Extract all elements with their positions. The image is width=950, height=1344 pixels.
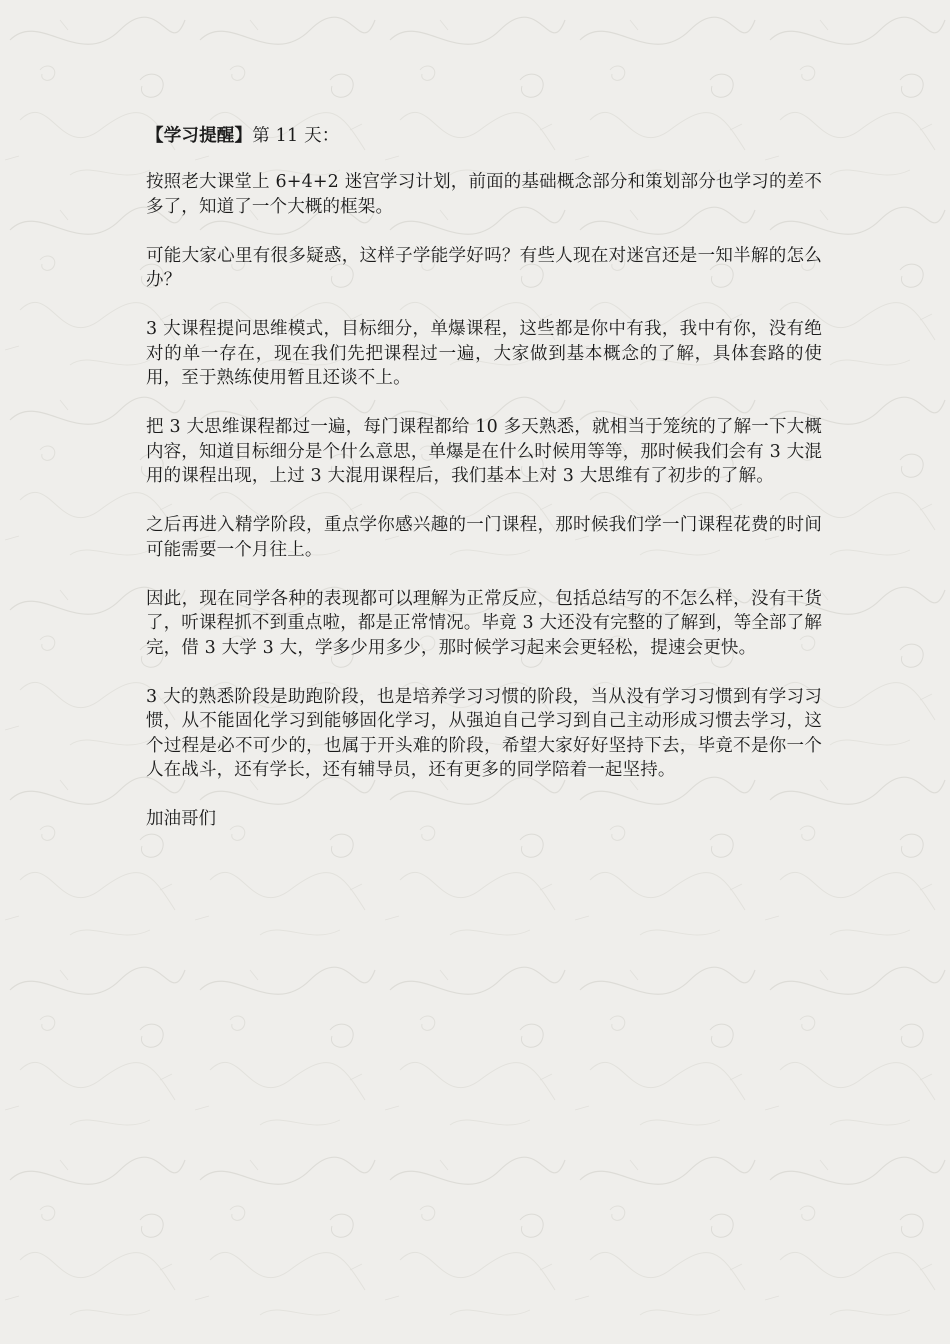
title-suffix: 第 11 天： <box>252 126 340 146</box>
paragraph-1: 按照老大课堂上 6+4+2 迷宫学习计划，前面的基础概念部分和策划部分也学习的差不多了，知道了一个大概的框架。 <box>146 172 822 217</box>
paragraph-5: 之后再进入精学阶段，重点学你感兴趣的一门课程，那时候我们学一门课程花费的时间可能需要一个月往上。 <box>146 515 822 560</box>
closing-line: 加油哥们 <box>146 809 216 829</box>
paragraph-6: 因此，现在同学各种的表现都可以理解为正常反应，包括总结写的不怎么样，没有干货了，听课程抓不到重点啦，都是正常情况。毕竟 3 大还没有完整的了解到，等全部了解完，借 3 大学 3 大，学多少用多少，那时候学习起来会更轻松，提速会更快。 <box>146 588 822 658</box>
paragraph-7: 3 大的熟悉阶段是助跑阶段，也是培养学习习惯的阶段，当从没有学习习惯到有学习习惯，从不能固化学习到能够固化学习，从强迫自己学习到自己主动形成习惯去学习，这个过程是必不可少的，也属于开头难的阶段，希望大家好好坚持下去，毕竟不是你一个人在战斗，还有学长，还有辅导员，还有更多的同学陪着一起坚持。 <box>146 686 822 780</box>
paragraph-3: 3 大课程提问思维模式，目标细分，单爆课程，这些都是你中有我，我中有你，没有绝对的单一存在，现在我们先把课程过一遍，大家做到基本概念的了解，具体套路的使用，至于熟练使用暂且还谈不上。 <box>146 319 822 388</box>
document-title <box>146 122 822 150</box>
paragraph-2: 可能大家心里有很多疑惑，这样子学能学好吗？有些人现在对迷宫还是一知半解的怎么办？ <box>146 245 822 290</box>
document-body <box>146 122 822 832</box>
paragraph-4: 把 3 大思维课程都过一遍，每门课程都给 10 多天熟悉，就相当于笼统的了解一下大概内容，知道目标细分是个什么意思，单爆是在什么时候用等等，那时候我们会有 3 大混用的课程出现，上过 3 大混用课程后，我们基本上对 3 大思维有了初步的了解。 <box>146 417 822 486</box>
title-prefix: 【学习提醒】 <box>146 126 253 146</box>
